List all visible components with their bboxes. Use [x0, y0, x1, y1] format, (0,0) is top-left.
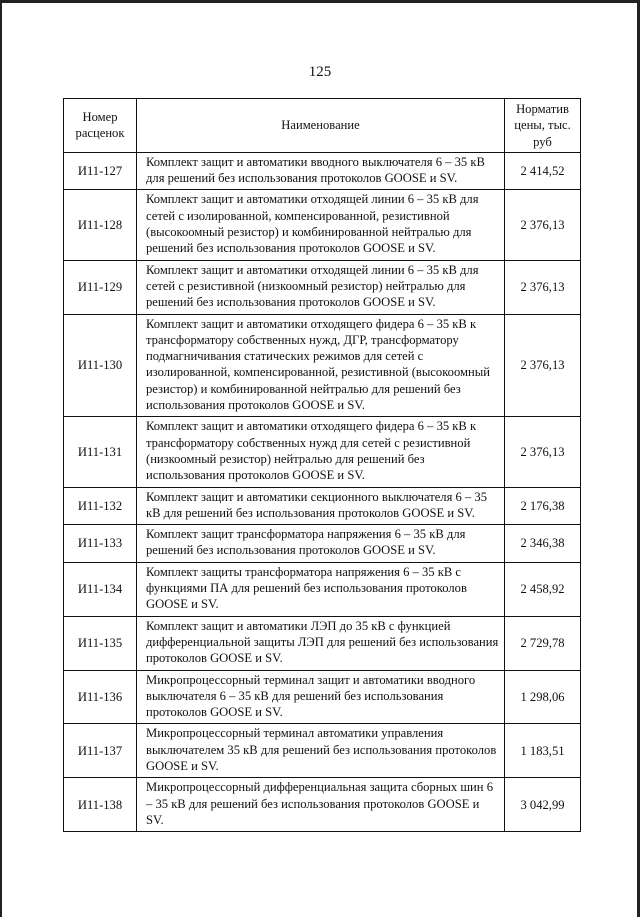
row-price: 2 376,13 [505, 260, 581, 314]
row-name: Комплект защит и автоматики вводного выключателя 6 – 35 кВ для решений без использования протоколов GOOSE и SV. [137, 152, 505, 190]
table-row [64, 417, 581, 487]
row-code: И11-133 [64, 525, 137, 563]
row-name: Комплект защит и автоматики отходящей линии 6 – 35 кВ для сетей с изолированной, компенсированной, резистивной (высокоомный резистор) и комбинированной нейтралью для решений без использования протоколов GOOSE и SV. [137, 190, 505, 260]
row-price: 2 376,13 [505, 417, 581, 487]
row-code: И11-132 [64, 487, 137, 525]
row-code: И11-128 [64, 190, 137, 260]
row-price: 2 176,38 [505, 487, 581, 525]
header-name: Наименование [137, 99, 505, 153]
table-row [64, 670, 581, 724]
table-row [64, 525, 581, 563]
row-price: 1 298,06 [505, 670, 581, 724]
table-row [64, 562, 581, 616]
table-header-row [64, 99, 581, 153]
table-row [64, 487, 581, 525]
header-code: Номер расценок [64, 99, 137, 153]
row-code: И11-135 [64, 616, 137, 670]
row-code: И11-127 [64, 152, 137, 190]
row-price: 1 183,51 [505, 724, 581, 778]
scan-border-top [0, 0, 640, 3]
row-price: 2 729,78 [505, 616, 581, 670]
table-row [64, 314, 581, 417]
row-price: 2 376,13 [505, 314, 581, 417]
row-price: 2 414,52 [505, 152, 581, 190]
row-name: Микропроцессорный дифференциальная защита сборных шин 6 – 35 кВ для решений без использования протоколов GOOSE и SV. [137, 778, 505, 832]
scan-border-left [0, 0, 2, 917]
table-row [64, 616, 581, 670]
row-price: 2 346,38 [505, 525, 581, 563]
row-code: И11-131 [64, 417, 137, 487]
table-row [64, 152, 581, 190]
row-code: И11-136 [64, 670, 137, 724]
row-price: 3 042,99 [505, 778, 581, 832]
row-code: И11-130 [64, 314, 137, 417]
row-name: Комплект защит трансформатора напряжения 6 – 35 кВ для решений без использования протоколов GOOSE и SV. [137, 525, 505, 563]
row-name: Комплект защит и автоматики отходящего фидера 6 – 35 кВ к трансформатору собственных нужд для сетей с резистивной (низкоомный резистор) нейтралью для решений без использования протоколов GOOSE и SV. [137, 417, 505, 487]
row-name: Комплект защит и автоматики ЛЭП до 35 кВ с функцией дифференциальной защиты ЛЭП для решений без использования протоколов GOOSE и SV. [137, 616, 505, 670]
table-row [64, 260, 581, 314]
row-name: Микропроцессорный терминал защит и автоматики вводного выключателя 6 – 35 кВ для решений без использования протоколов GOOSE и SV. [137, 670, 505, 724]
table-row [64, 778, 581, 832]
page-number: 125 [308, 64, 332, 80]
row-code: И11-138 [64, 778, 137, 832]
row-name: Комплект защит и автоматики отходящего фидера 6 – 35 кВ к трансформатору собственных нужд, ДГР, трансформатору подмагничивания статических режимов для сетей с изолированной, компенсированной, резистивной (высокоомный резистор) и комбинированной нейтралью для решений без использования протоколов GOOSE и SV. [137, 314, 505, 417]
row-name: Комплект защит и автоматики секционного выключателя 6 – 35 кВ для решений без использования протоколов GOOSE и SV. [137, 487, 505, 525]
table-row [64, 190, 581, 260]
price-table [63, 98, 581, 832]
row-name: Комплект защиты трансформатора напряжения 6 – 35 кВ с функциями ПА для решений без использования протоколов GOOSE и SV. [137, 562, 505, 616]
row-code: И11-134 [64, 562, 137, 616]
row-code: И11-137 [64, 724, 137, 778]
row-price: 2 376,13 [505, 190, 581, 260]
row-name: Микропроцессорный терминал автоматики управления выключателем 35 кВ для решений без использования протоколов GOOSE и SV. [137, 724, 505, 778]
table-row [64, 724, 581, 778]
header-price: Норматив цены, тыс. руб [505, 99, 581, 153]
row-price: 2 458,92 [505, 562, 581, 616]
row-code: И11-129 [64, 260, 137, 314]
row-name: Комплект защит и автоматики отходящей линии 6 – 35 кВ для сетей с резистивной (низкоомный резистор) нейтралью для решений без использования протоколов GOOSE и SV. [137, 260, 505, 314]
